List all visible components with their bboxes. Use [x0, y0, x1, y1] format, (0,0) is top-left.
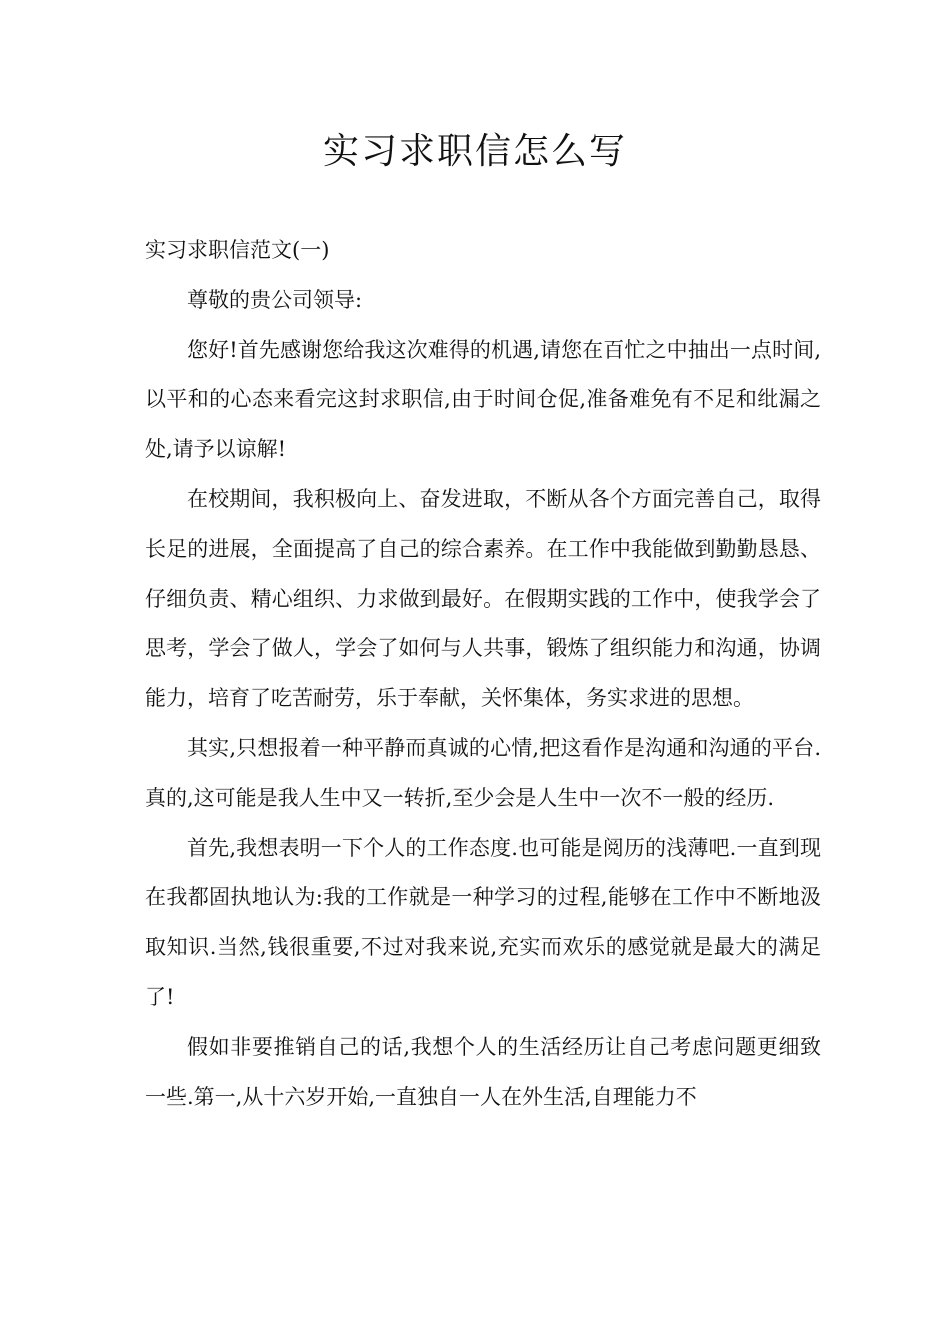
document-body: [145, 226, 821, 1122]
section-heading: 实习求职信范文(一): [145, 238, 330, 262]
paragraph: 您好!首先感谢您给我这次难得的机遇,请您在百忙之中抽出一点时间,以平和的心态来看完这封求职信,由于时间仓促,准备难免有不足和纰漏之处,请予以谅解!: [145, 337, 821, 462]
paragraph: 假如非要推销自己的话,我想个人的生活经历让自己考虑问题更细致一些.第一,从十六岁开始,一直独自一人在外生活,自理能力不: [145, 1034, 821, 1109]
paragraph: 首先,我想表明一下个人的工作态度.也可能是阅历的浅薄吧.一直到现在我都固执地认为:我的工作就是一种学习的过程,能够在工作中不断地汲取知识.当然,钱很重要,不过对我来说,充实而欢乐的感觉就是最大的满足了!: [145, 835, 821, 1009]
document-title: 实习求职信怎么写: [322, 131, 627, 172]
paragraph: 在校期间，我积极向上、奋发进取，不断从各个方面完善自己，取得长足的进展，全面提高了自己的综合素养。在工作中我能做到勤勤恳恳、仔细负责、精心组织、力求做到最好。在假期实践的工作中，使我学会了思考，学会了做人，学会了如何与人共事，锻炼了组织能力和沟通，协调能力，培育了吃苦耐劳，乐于奉献，关怀集体，务实求进的思想。: [145, 486, 821, 711]
salutation: 尊敬的贵公司领导:: [187, 287, 363, 312]
paragraph: 其实,只想报着一种平静而真诚的心情,把这看作是沟通和沟通的平台.真的,这可能是我人生中又一转折,至少会是人生中一次不一般的经历.: [145, 735, 821, 810]
